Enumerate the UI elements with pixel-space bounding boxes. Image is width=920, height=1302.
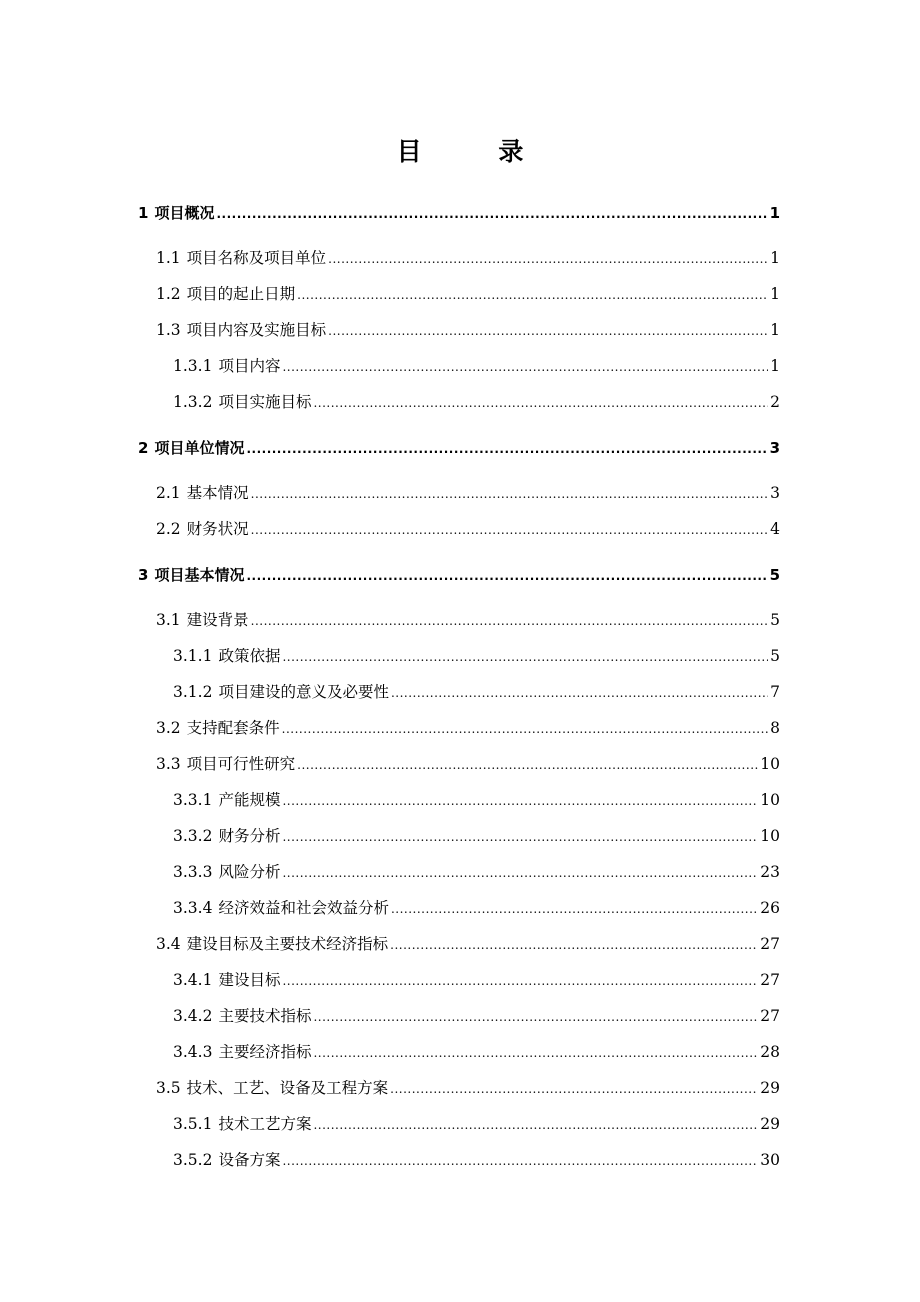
toc-entry-title: 项目实施目标: [218, 393, 312, 411]
toc-leader-dots: [328, 319, 768, 343]
toc-entry-page: 10: [760, 791, 780, 809]
toc-entry-page: 7: [770, 683, 780, 701]
toc-entry-page: 1: [770, 249, 780, 267]
toc-entry[interactable]: [156, 716, 780, 740]
toc-entry-title: 支持配套条件: [186, 719, 280, 737]
toc-leader-dots: [390, 1077, 758, 1101]
toc-entry-number: 2: [138, 439, 149, 457]
toc-entry[interactable]: [173, 968, 780, 992]
toc-entry-title: 经济效益和社会效益分析: [218, 899, 389, 917]
toc-leader-dots: [313, 1113, 758, 1137]
toc-entry-number: 3.3: [156, 755, 181, 773]
toc-entry-title: 项目的起止日期: [186, 285, 296, 303]
toc-entry-page: 1: [770, 357, 780, 375]
toc-entry-number: 1.3.1: [173, 357, 213, 375]
toc-leader-dots: [282, 1149, 758, 1173]
toc-entry-page: 1: [770, 285, 780, 303]
toc-leader-dots: [282, 861, 758, 885]
toc-entry[interactable]: [156, 608, 780, 632]
toc-entry[interactable]: [156, 752, 780, 776]
toc-entry[interactable]: [173, 824, 780, 848]
toc-leader-dots: [282, 645, 768, 669]
toc-entry[interactable]: [173, 1148, 780, 1172]
toc-entry[interactable]: [156, 481, 780, 505]
toc-leader-dots: [282, 789, 758, 813]
toc-entry[interactable]: [173, 896, 780, 920]
toc-entry-number: 1.1: [156, 249, 181, 267]
toc-leader-dots: [391, 897, 758, 921]
toc-entry[interactable]: [138, 563, 780, 587]
toc-entry-title: 项目名称及项目单位: [186, 249, 327, 267]
toc-leader-dots: [251, 518, 768, 542]
toc-entry-page: 10: [760, 755, 780, 773]
toc-leader-dots: [282, 969, 758, 993]
toc-entry-title: 产能规模: [218, 791, 281, 809]
toc-entry-page: 1: [769, 204, 780, 222]
toc-entry-number: 3.4.2: [173, 1007, 213, 1025]
toc-leader-dots: [246, 564, 767, 588]
toc-entry[interactable]: [156, 932, 780, 956]
toc-entry-number: 1.3: [156, 321, 181, 339]
toc-entry[interactable]: [173, 1004, 780, 1028]
toc-entry-title: 风险分析: [218, 863, 281, 881]
toc-entry-title: 设备方案: [218, 1151, 281, 1169]
toc-entry-page: 26: [760, 899, 780, 917]
toc-entry-number: 3.3.2: [173, 827, 213, 845]
toc-leader-dots: [216, 202, 767, 226]
toc-entry-title: 建设目标: [218, 971, 281, 989]
toc-entry-page: 5: [770, 611, 780, 629]
toc-entry-title: 技术、工艺、设备及工程方案: [186, 1079, 389, 1097]
toc-entry-page: 10: [760, 827, 780, 845]
toc-entry-number: 3.4.3: [173, 1043, 213, 1061]
toc-leader-dots: [390, 933, 758, 957]
toc-entry[interactable]: [173, 644, 780, 668]
toc-entry-title: 政策依据: [218, 647, 281, 665]
toc-entry[interactable]: [173, 788, 780, 812]
toc-entry-title: 主要技术指标: [218, 1007, 312, 1025]
toc-leader-dots: [297, 283, 768, 307]
toc-entry-page: 1: [770, 321, 780, 339]
toc-entry-number: 3.5.1: [173, 1115, 213, 1133]
toc-entry-number: 3.2: [156, 719, 181, 737]
toc-entry-page: 2: [770, 393, 780, 411]
toc-entry-title: 项目基本情况: [154, 566, 245, 584]
toc-entry[interactable]: [156, 246, 780, 270]
toc-entry[interactable]: [156, 1076, 780, 1100]
toc-entry-number: 2.1: [156, 484, 181, 502]
toc-entry-number: 3.3.1: [173, 791, 213, 809]
toc-entry-number: 3.1: [156, 611, 181, 629]
toc-entry[interactable]: [138, 436, 780, 460]
toc-leader-dots: [282, 825, 758, 849]
toc-entry-page: 27: [760, 935, 780, 953]
toc-leader-dots: [246, 437, 767, 461]
toc-entry[interactable]: [156, 318, 780, 342]
toc-entry[interactable]: [156, 282, 780, 306]
toc-entry-title: 技术工艺方案: [218, 1115, 312, 1133]
toc-entry-number: 3.1.1: [173, 647, 213, 665]
toc-entry-title: 基本情况: [186, 484, 249, 502]
toc-entry[interactable]: [173, 354, 780, 378]
toc-entry-number: 3.4.1: [173, 971, 213, 989]
toc-entry-title: 主要经济指标: [218, 1043, 312, 1061]
page-title: 目 录: [396, 137, 558, 166]
toc-entry-number: 1.3.2: [173, 393, 213, 411]
toc-entry-page: 5: [769, 566, 780, 584]
toc-leader-dots: [313, 1041, 758, 1065]
toc-entry-number: 3.3.4: [173, 899, 213, 917]
toc-entry-number: 3.1.2: [173, 683, 213, 701]
toc-entry-title: 建设目标及主要技术经济指标: [186, 935, 389, 953]
toc-entry-page: 5: [770, 647, 780, 665]
toc-entry-page: 8: [770, 719, 780, 737]
toc-entry-page: 4: [770, 520, 780, 538]
toc-entry-title: 项目单位情况: [154, 439, 245, 457]
toc-leader-dots: [313, 1005, 758, 1029]
toc-entry[interactable]: [156, 517, 780, 541]
toc-entry-page: 29: [760, 1079, 780, 1097]
toc-leader-dots: [313, 391, 768, 415]
toc-entry-page: 27: [760, 971, 780, 989]
toc-entry-number: 1.2: [156, 285, 181, 303]
toc-entry-number: 2.2: [156, 520, 181, 538]
toc-entry-page: 27: [760, 1007, 780, 1025]
toc-leader-dots: [297, 753, 758, 777]
toc-entry[interactable]: [173, 860, 780, 884]
toc-leader-dots: [251, 482, 768, 506]
toc-entry-title: 财务分析: [218, 827, 281, 845]
toc-entry-page: 29: [760, 1115, 780, 1133]
toc-entry-title: 财务状况: [186, 520, 249, 538]
toc-leader-dots: [391, 681, 768, 705]
toc-entry-page: 3: [769, 439, 780, 457]
toc-entry[interactable]: [173, 680, 780, 704]
toc-entry[interactable]: [173, 1112, 780, 1136]
toc-entry-title: 建设背景: [186, 611, 249, 629]
toc-entry-page: 30: [760, 1151, 780, 1169]
toc-leader-dots: [328, 247, 768, 271]
toc-entry-title: 项目内容及实施目标: [186, 321, 327, 339]
toc-entry-page: 3: [770, 484, 780, 502]
toc-leader-dots: [282, 717, 768, 741]
toc-entry-title: 项目可行性研究: [186, 755, 296, 773]
toc-entry-number: 3.5.2: [173, 1151, 213, 1169]
toc-entry[interactable]: [138, 201, 780, 225]
toc-entry-page: 23: [760, 863, 780, 881]
toc-entry-title: 项目内容: [218, 357, 281, 375]
toc-entry-page: 28: [760, 1043, 780, 1061]
toc-leader-dots: [282, 355, 768, 379]
toc-leader-dots: [251, 609, 768, 633]
toc-entry[interactable]: [173, 1040, 780, 1064]
toc-entry-number: 3: [138, 566, 149, 584]
toc-entry-number: 3.4: [156, 935, 181, 953]
toc-entry-number: 3.3.3: [173, 863, 213, 881]
toc-entry-number: 1: [138, 204, 149, 222]
toc-entry[interactable]: [173, 390, 780, 414]
toc-entry-title: 项目建设的意义及必要性: [218, 683, 389, 701]
toc-entry-number: 3.5: [156, 1079, 181, 1097]
toc-entry-title: 项目概况: [154, 204, 215, 222]
